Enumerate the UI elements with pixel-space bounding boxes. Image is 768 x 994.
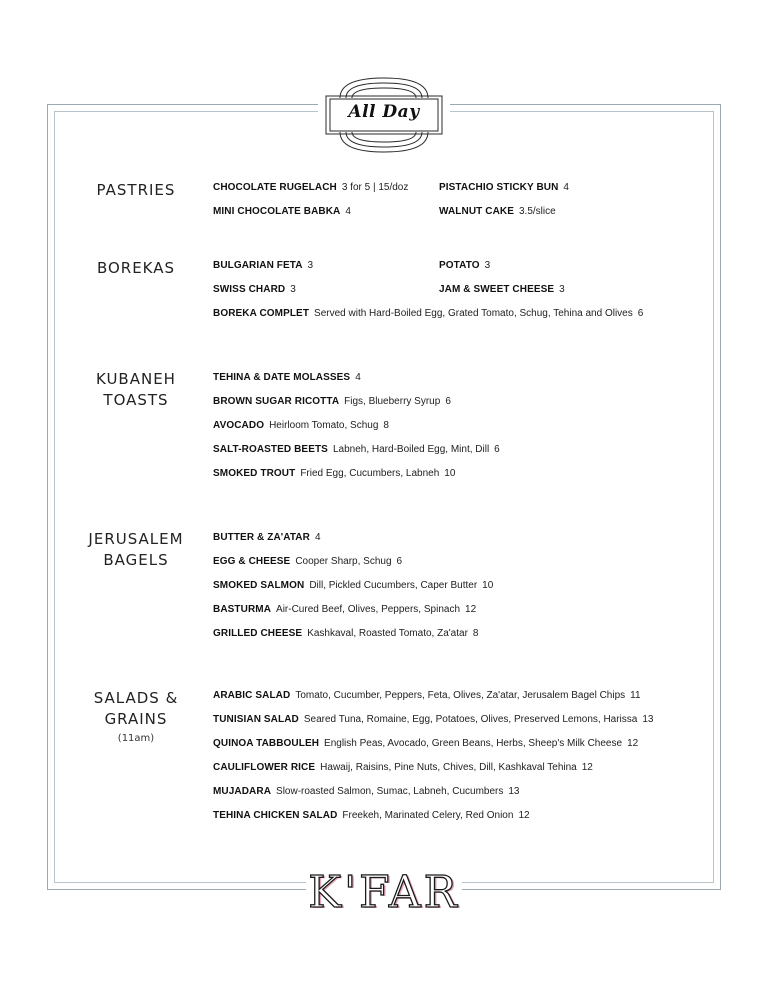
menu-item <box>213 283 296 297</box>
item-name: MUJADARA <box>213 786 272 797</box>
menu-item <box>213 259 313 273</box>
menu-item <box>213 713 653 727</box>
item-price: 8 <box>383 420 389 431</box>
item-price: 4 <box>314 532 321 543</box>
item-name: TEHINA & DATE MOLASSES <box>213 372 351 383</box>
section-title-line: BOREKAS <box>96 259 176 277</box>
item-name: BOREKA COMPLET <box>213 308 310 319</box>
menu-item <box>213 371 361 385</box>
item-price: 3 for 5 | 15/doz <box>341 182 409 193</box>
menu-item <box>213 467 455 481</box>
menu-item <box>213 809 530 823</box>
section-title-salads-grains <box>72 688 200 746</box>
item-name: CAULIFLOWER RICE <box>213 762 316 773</box>
item-price: 13 <box>508 786 520 797</box>
all-day-badge <box>318 72 450 156</box>
item-price: 12 <box>581 762 593 773</box>
item-price: 6 <box>445 396 451 407</box>
section-title-line: JERUSALEM <box>88 530 184 548</box>
item-price: 4 <box>345 206 351 217</box>
item-description: Figs, Blueberry Syrup <box>344 396 441 407</box>
item-description: Slow-roasted Salmon, Sumac, Labneh, Cucumbers <box>276 786 504 797</box>
item-description: English Peas, Avocado, Green Beans, Herbs, Sheep's Milk Cheese <box>324 738 623 749</box>
item-name: AVOCADO <box>213 420 265 431</box>
item-name: GRILLED CHEESE <box>213 628 303 639</box>
brand-logo <box>306 866 462 920</box>
item-price: 3 <box>307 260 314 271</box>
item-description: Freekeh, Marinated Celery, Red Onion <box>342 810 514 821</box>
menu-item <box>213 689 641 703</box>
item-name: TUNISIAN SALAD <box>213 714 299 725</box>
menu-item <box>213 555 402 569</box>
item-name: MINI CHOCOLATE BABKA <box>213 206 341 217</box>
item-description: Dill, Pickled Cucumbers, Caper Butter <box>309 580 478 591</box>
section-note: (11am) <box>117 733 155 744</box>
badge-title: All Day <box>348 102 420 122</box>
brand-logo-text: K'FAR <box>308 867 460 918</box>
item-description: Served with Hard-Boiled Egg, Grated Tomato, Schug, Tehina and Olives <box>314 308 633 319</box>
item-name: POTATO <box>439 260 480 271</box>
item-price: 12 <box>518 810 530 821</box>
item-name: CHOCOLATE RUGELACH <box>213 182 337 193</box>
item-price: 13 <box>642 714 654 725</box>
item-name: WALNUT CAKE <box>439 206 514 217</box>
menu-item <box>213 761 593 775</box>
item-price: 11 <box>630 690 641 701</box>
item-description: Seared Tuna, Romaine, Egg, Potatoes, Olives, Preserved Lemons, Harissa <box>303 714 638 725</box>
item-price: 12 <box>465 604 477 615</box>
item-name: TEHINA CHICKEN SALAD <box>213 810 338 821</box>
menu-item <box>213 579 493 593</box>
item-name: SALT-ROASTED BEETS <box>213 444 328 455</box>
item-price: 6 <box>637 308 644 319</box>
item-description: Heirloom Tomato, Schug <box>269 420 379 431</box>
section-title-line: PASTRIES <box>96 181 176 199</box>
section-title-borekas <box>72 258 200 279</box>
item-price: 3 <box>484 260 491 271</box>
menu-item <box>439 259 490 273</box>
item-price: 6 <box>396 556 403 567</box>
section-title-line: SALADS & <box>93 689 179 707</box>
menu-item <box>213 785 520 799</box>
item-name: ARABIC SALAD <box>213 690 291 701</box>
menu-item <box>213 443 500 457</box>
menu-item <box>213 603 476 617</box>
item-price: 10 <box>482 580 494 591</box>
item-price: 4 <box>563 182 569 193</box>
item-price: 3 <box>559 284 565 295</box>
item-price: 10 <box>444 468 456 479</box>
item-name: BULGARIAN FETA <box>213 260 303 271</box>
item-price: 3.5/slice <box>518 206 556 217</box>
item-name: BROWN SUGAR RICOTTA <box>213 396 340 407</box>
item-description: Hawaij, Raisins, Pine Nuts, Chives, Dill, Kashkaval Tehina <box>320 762 577 773</box>
menu-item <box>213 419 389 433</box>
item-price: 4 <box>355 372 361 383</box>
item-price: 12 <box>627 738 639 749</box>
item-description: Air-Cured Beef, Olives, Peppers, Spinach <box>276 604 461 615</box>
menu-item <box>213 531 321 545</box>
menu-item <box>213 205 351 219</box>
section-title-line: KUBANEH <box>96 370 176 388</box>
item-price: 8 <box>472 628 479 639</box>
menu-item <box>213 307 643 321</box>
item-name: SMOKED TROUT <box>213 468 296 479</box>
item-name: EGG & CHEESE <box>213 556 291 567</box>
item-description: Tomato, Cucumber, Peppers, Feta, Olives, Za'atar, Jerusalem Bagel Chips <box>295 690 626 701</box>
section-title-pastries <box>72 180 200 201</box>
item-description: Labneh, Hard-Boiled Egg, Mint, Dill <box>332 444 490 455</box>
section-title-line: TOASTS <box>103 391 169 409</box>
section-title-line: GRAINS <box>104 710 168 728</box>
item-description: Kashkaval, Roasted Tomato, Za'atar <box>307 628 468 639</box>
item-name: SMOKED SALMON <box>213 580 305 591</box>
item-description: Fried Egg, Cucumbers, Labneh <box>300 468 440 479</box>
menu-item <box>439 205 556 219</box>
item-name: JAM & SWEET CHEESE <box>439 284 555 295</box>
menu-item <box>439 181 569 195</box>
menu-item <box>213 395 451 409</box>
item-name: BUTTER & ZA'ATAR <box>213 532 310 543</box>
item-description: Cooper Sharp, Schug <box>295 556 392 567</box>
item-name: PISTACHIO STICKY BUN <box>439 182 559 193</box>
item-price: 3 <box>290 284 296 295</box>
item-name: BASTURMA <box>213 604 272 615</box>
section-title-jerusalem-bagels <box>72 529 200 571</box>
item-name: SWISS CHARD <box>213 284 286 295</box>
item-name: QUINOA TABBOULEH <box>213 738 320 749</box>
menu-item <box>213 181 408 195</box>
section-title-kubaneh-toasts <box>72 369 200 411</box>
menu-item <box>213 737 638 751</box>
menu-item <box>213 627 478 641</box>
section-title-line: BAGELS <box>103 551 169 569</box>
menu-item <box>439 283 565 297</box>
item-price: 6 <box>494 444 500 455</box>
